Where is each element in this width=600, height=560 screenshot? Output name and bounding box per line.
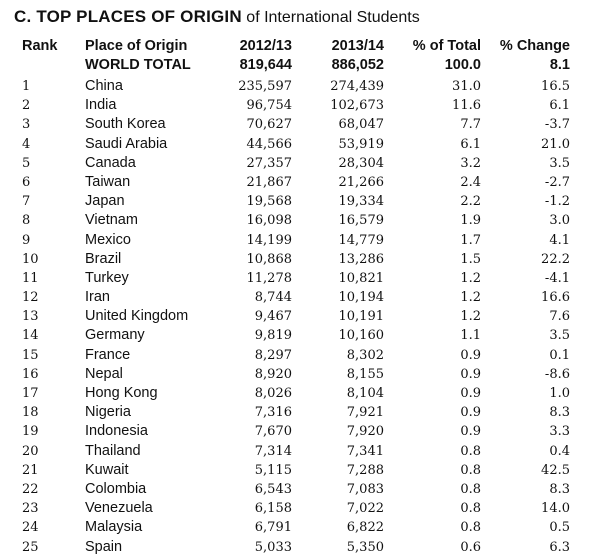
cell-y1: 8,920 [254, 366, 292, 382]
cell-place: South Korea [85, 116, 166, 133]
cell-pct: 3.2 [460, 155, 481, 171]
cell-rank: 15 [22, 347, 39, 363]
cell-y2: 102,673 [330, 98, 384, 114]
cell-pct: 1.1 [460, 328, 481, 344]
cell-y2: 10,821 [338, 270, 384, 286]
cell-y2: 5,350 [346, 539, 384, 555]
cell-y1: 8,297 [254, 347, 292, 363]
cell-place: Brazil [85, 250, 122, 267]
cell-chg: 4.1 [549, 232, 570, 248]
cell-place: Venezuela [85, 500, 153, 517]
table-row [0, 538, 600, 557]
table-title-main: C. TOP PLACES OF ORIGIN [14, 7, 242, 26]
cell-chg: 7.6 [549, 309, 570, 325]
cell-place: United Kingdom [85, 308, 189, 325]
cell-rank: 19 [22, 424, 39, 440]
table-row [0, 192, 600, 211]
cell-rank: 11 [22, 270, 39, 286]
cell-y1: 6,543 [254, 481, 292, 497]
cell-place: Iran [85, 289, 110, 306]
cell-y2: 7,083 [346, 481, 384, 497]
cell-place: Canada [85, 154, 136, 171]
cell-y2: 6,822 [346, 520, 384, 536]
cell-chg: 3.3 [549, 424, 570, 440]
world-total-chg: 8.1 [549, 57, 570, 73]
cell-chg: 1.0 [549, 386, 570, 401]
cell-pct: 2.2 [460, 194, 481, 210]
cell-rank: 22 [22, 481, 39, 497]
world-total-y1: 819,644 [239, 57, 292, 73]
cell-pct: 11.6 [452, 98, 481, 114]
cell-place: Hong Kong [85, 385, 158, 401]
cell-y2: 21,266 [338, 174, 384, 190]
header-year-2013-14: 2013/14 [331, 38, 384, 54]
cell-y2: 8,302 [346, 347, 384, 363]
table-row [0, 403, 600, 422]
cell-y1: 96,754 [246, 98, 292, 114]
table-row [0, 422, 600, 441]
cell-y2: 7,920 [346, 424, 384, 440]
cell-rank: 7 [22, 194, 31, 210]
header-pct-total: % of Total [412, 38, 481, 54]
cell-y2: 10,191 [338, 309, 384, 325]
table-row [0, 518, 600, 537]
table-row [0, 499, 600, 518]
cell-rank: 18 [22, 405, 39, 421]
cell-place: China [85, 78, 123, 94]
cell-chg: 0.1 [549, 347, 570, 363]
table-row [0, 365, 600, 384]
table-row [0, 250, 600, 269]
cell-pct: 6.1 [460, 136, 481, 152]
cell-place: Saudi Arabia [85, 135, 168, 152]
cell-y2: 28,304 [338, 155, 384, 171]
cell-chg: 8.3 [549, 405, 570, 421]
cell-y1: 8,744 [254, 290, 292, 306]
cell-y2: 53,919 [338, 136, 384, 152]
cell-pct: 0.9 [460, 366, 481, 382]
cell-rank: 20 [22, 443, 39, 459]
cell-pct: 1.2 [460, 309, 481, 325]
cell-chg: 3.5 [549, 328, 570, 344]
cell-y2: 16,579 [338, 213, 384, 229]
cell-y2: 7,288 [346, 462, 384, 478]
cell-y1: 7,316 [254, 405, 292, 421]
cell-y1: 70,627 [246, 117, 292, 133]
table-row [0, 384, 600, 403]
cell-rank: 4 [22, 136, 31, 152]
cell-place: Mexico [85, 231, 131, 248]
cell-rank: 10 [22, 251, 39, 267]
cell-y1: 7,670 [254, 424, 292, 440]
table-row [0, 269, 600, 288]
table-row [0, 173, 600, 192]
cell-rank: 2 [22, 98, 31, 114]
cell-y1: 6,158 [254, 501, 292, 517]
cell-y2: 13,286 [338, 251, 384, 267]
cell-place: Germany [85, 327, 145, 344]
cell-y2: 8,104 [346, 386, 384, 401]
cell-place: France [85, 346, 131, 363]
table-row [0, 307, 600, 326]
table-row [0, 346, 600, 365]
table-row [0, 461, 600, 480]
cell-y1: 7,314 [254, 443, 292, 459]
table-row [0, 231, 600, 250]
cell-pct: 7.7 [460, 117, 481, 133]
cell-y2: 7,022 [346, 501, 384, 517]
world-total-pct: 100.0 [444, 57, 481, 73]
cell-y2: 14,779 [338, 232, 384, 248]
cell-rank: 25 [22, 539, 39, 555]
header-rank: Rank [22, 38, 58, 54]
cell-chg: -8.6 [544, 366, 570, 382]
cell-y2: 7,921 [346, 405, 384, 421]
cell-pct: 31.0 [452, 79, 481, 94]
cell-pct: 1.9 [460, 213, 481, 229]
header-year-2012-13: 2012/13 [239, 38, 292, 54]
cell-pct: 0.8 [460, 501, 481, 517]
cell-pct: 0.8 [460, 462, 481, 478]
cell-chg: 16.6 [541, 290, 570, 306]
header-place: Place of Origin [85, 38, 188, 54]
cell-y1: 16,098 [246, 213, 292, 229]
cell-rank: 23 [22, 501, 39, 517]
cell-y1: 8,026 [254, 386, 292, 401]
cell-y1: 9,467 [254, 309, 292, 325]
cell-y1: 21,867 [246, 174, 292, 190]
cell-pct: 0.8 [460, 443, 481, 459]
cell-pct: 0.6 [460, 539, 481, 555]
cell-y1: 5,033 [254, 539, 292, 555]
cell-y1: 27,357 [246, 155, 292, 171]
cell-y1: 14,199 [246, 232, 292, 248]
cell-chg: 16.5 [541, 79, 570, 94]
cell-rank: 14 [22, 328, 39, 344]
cell-rank: 6 [22, 174, 31, 190]
cell-y2: 10,194 [338, 290, 384, 306]
table-row [0, 154, 600, 173]
cell-rank: 24 [22, 520, 39, 536]
cell-chg: 3.0 [549, 213, 570, 229]
cell-y1: 10,868 [246, 251, 292, 267]
cell-place: Vietnam [85, 212, 138, 229]
cell-pct: 1.2 [460, 290, 481, 306]
cell-pct: 0.9 [460, 386, 481, 401]
cell-rank: 16 [22, 366, 39, 382]
cell-place: Taiwan [85, 173, 131, 190]
cell-y1: 235,597 [238, 79, 292, 94]
cell-rank: 21 [22, 462, 39, 478]
cell-pct: 0.9 [460, 405, 481, 421]
cell-rank: 3 [22, 117, 31, 133]
cell-place: Kuwait [85, 461, 129, 478]
cell-place: Malaysia [85, 519, 143, 536]
world-total-y2: 886,052 [331, 57, 384, 73]
cell-y2: 10,160 [338, 328, 384, 344]
table-title [14, 7, 420, 27]
cell-chg: 8.3 [549, 481, 570, 497]
cell-y2: 19,334 [338, 194, 384, 210]
cell-rank: 9 [22, 232, 31, 248]
cell-place: India [85, 97, 117, 114]
cell-y1: 11,278 [246, 270, 292, 286]
cell-y1: 9,819 [254, 328, 292, 344]
cell-y1: 44,566 [246, 136, 292, 152]
table-row [0, 480, 600, 499]
table-row [0, 77, 600, 96]
cell-chg: 3.5 [549, 155, 570, 171]
cell-chg: -1.2 [544, 194, 570, 210]
table-row [0, 135, 600, 154]
cell-chg: -4.1 [544, 270, 570, 286]
cell-pct: 0.8 [460, 481, 481, 497]
cell-y2: 7,341 [346, 443, 384, 459]
table-row [0, 115, 600, 134]
cell-chg: -3.7 [544, 117, 570, 133]
cell-pct: 0.9 [460, 424, 481, 440]
table-body [0, 77, 600, 557]
cell-rank: 17 [22, 386, 39, 401]
table-row [0, 442, 600, 461]
cell-pct: 0.8 [460, 520, 481, 536]
cell-place: Nepal [85, 365, 123, 382]
cell-chg: 0.5 [549, 520, 570, 536]
cell-rank: 12 [22, 290, 39, 306]
cell-place: Indonesia [85, 423, 148, 440]
cell-y1: 6,791 [254, 520, 292, 536]
cell-y2: 8,155 [346, 366, 384, 382]
cell-pct: 1.7 [460, 232, 481, 248]
cell-pct: 1.5 [460, 251, 481, 267]
header-pct-change: % Change [499, 38, 570, 54]
table-row [0, 211, 600, 230]
cell-y2: 68,047 [338, 117, 384, 133]
table-row [0, 288, 600, 307]
cell-chg: 14.0 [541, 501, 570, 517]
cell-y1: 5,115 [254, 462, 292, 478]
cell-rank: 5 [22, 155, 31, 171]
cell-pct: 2.4 [460, 174, 481, 190]
cell-chg: 21.0 [541, 136, 570, 152]
cell-chg: 42.5 [541, 462, 570, 478]
table-title-sub: of International Students [241, 9, 420, 26]
world-total-label: WORLD TOTAL [85, 57, 191, 73]
cell-rank: 8 [22, 213, 31, 229]
cell-rank: 13 [22, 309, 39, 325]
cell-place: Japan [85, 193, 125, 210]
cell-chg: 6.1 [549, 98, 570, 114]
table-row [0, 96, 600, 115]
cell-place: Colombia [85, 480, 147, 497]
cell-chg: 6.3 [549, 539, 570, 555]
cell-pct: 0.9 [460, 347, 481, 363]
cell-y2: 274,439 [330, 79, 384, 94]
cell-place: Thailand [85, 442, 141, 459]
cell-chg: -2.7 [544, 174, 570, 190]
cell-y1: 19,568 [246, 194, 292, 210]
cell-chg: 0.4 [549, 443, 570, 459]
cell-chg: 22.2 [541, 251, 570, 267]
cell-place: Nigeria [85, 404, 131, 421]
cell-place: Turkey [85, 269, 129, 286]
table-row [0, 326, 600, 345]
cell-rank: 1 [22, 79, 31, 94]
cell-pct: 1.2 [460, 270, 481, 286]
cell-place: Spain [85, 538, 123, 555]
